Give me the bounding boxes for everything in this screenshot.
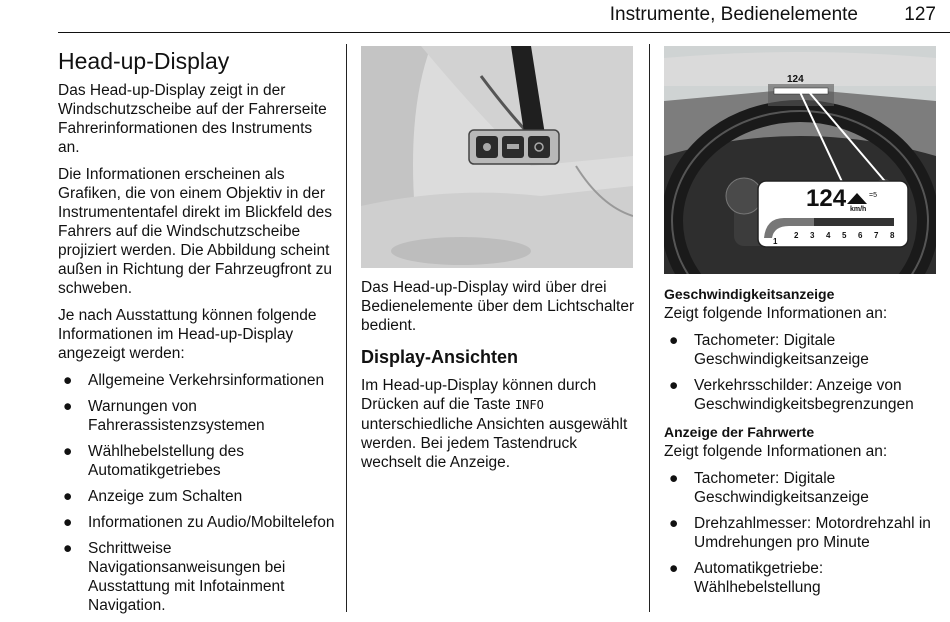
list-item: ● Warnungen von Fahrerassistenzsystemen (63, 398, 265, 434)
bullet-icon: ● (63, 488, 73, 505)
hud-gear-3: 3 (810, 231, 815, 240)
section-title: Instrumente, Bedienelemente (609, 4, 858, 25)
bullet-icon: ● (63, 443, 73, 460)
list-item: ● Allgemeine Verkehrsinformationen (63, 372, 325, 389)
hud-gear-2: 2 (794, 231, 799, 240)
page-number: 127 (904, 4, 936, 25)
list-item: ● Tachometer: Digitale Geschwindigkeitsanzeige (669, 470, 869, 506)
steering-switch-image (361, 46, 633, 268)
column-divider-1 (346, 44, 347, 612)
bullet-icon: ● (669, 560, 679, 577)
bullet-icon: ● (63, 372, 73, 389)
hud-unit: km/h (850, 206, 867, 213)
info-key-label: INFO (514, 398, 544, 412)
bullet-icon: ● (669, 470, 679, 487)
bullet-icon: ● (63, 398, 73, 415)
list-item: ● Drehzahlmesser: Motordrehzahl in Umdrehungen pro Minute (669, 515, 931, 551)
driving-values-intro: Zeigt folgende Informationen an: (664, 443, 888, 460)
hud-windshield-image (664, 46, 936, 274)
bullet-icon: ● (669, 332, 679, 349)
column-1 (58, 48, 336, 622)
speed-display-heading: Geschwindigkeitsanzeige (664, 286, 835, 302)
display-views-paragraph: Im Head-up-Display können durch Drücken auf die Taste INFO unterschiedliche Ansichten ausgewählt werden. Bei jedem Tastendruck wechselt die Anzeige. (361, 377, 628, 471)
bullet-icon: ● (669, 377, 679, 394)
hud-limit: =5 (869, 192, 877, 199)
header-rule (58, 32, 950, 33)
speed-display-intro: Zeigt folgende Informationen an: (664, 305, 888, 322)
hud-illustration (664, 46, 936, 274)
list-item: ● Wählhebelstellung des Automatikgetriebes (63, 443, 244, 479)
controls-caption: Das Head-up-Display wird über drei Bedienelemente über dem Lichtschalter bedient. (361, 279, 635, 334)
list-item: ● Tachometer: Digitale Geschwindigkeitsanzeige (669, 332, 869, 368)
hud-gear-6: 6 (858, 231, 863, 240)
control-panel-illustration (361, 46, 633, 268)
bullet-icon: ● (669, 515, 679, 532)
hud-gear-1: 1 (773, 237, 778, 246)
page-header (0, 0, 950, 36)
column-3 (664, 286, 940, 604)
intro-paragraph: Das Head-up-Display zeigt in der Windschutzscheibe auf der Fahrerseite Fahrerinformationen des Instruments an. (58, 82, 327, 156)
hud-gear-8: 8 (890, 231, 895, 240)
bullet-icon: ● (63, 540, 73, 557)
list-item: ● Informationen zu Audio/Mobiltelefon (63, 514, 335, 531)
description-paragraph: Die Informationen erscheinen als Grafiken, die von einem Objektiv in der Instrumententafel direkt im Blickfeld des Fahrers auf die Windschutzscheibe projiziert werden. Die Abbildung scheint außen in Richtung der Fahrzeugfront zu schweben. (58, 166, 332, 297)
hud-gear-7: 7 (874, 231, 879, 240)
hud-small-speed: 124 (787, 74, 804, 85)
driving-values-list (664, 469, 940, 597)
column-2 (361, 278, 637, 480)
display-views-heading: Display-Ansichten (361, 347, 519, 367)
options-paragraph: Je nach Ausstattung können folgende Informationen im Head-up-Display angezeigt werden: (58, 307, 317, 362)
column-divider-2 (649, 44, 650, 612)
info-list (58, 371, 336, 615)
hud-gear-5: 5 (842, 231, 847, 240)
list-item: ● Anzeige zum Schalten (63, 488, 243, 505)
hud-large-speed: 124 (806, 185, 847, 212)
page-title: Head-up-Display (58, 48, 230, 74)
list-item: ● Verkehrsschilder: Anzeige von Geschwindigkeitsbegrenzungen (669, 377, 914, 413)
speed-display-list (664, 331, 940, 414)
bullet-icon: ● (63, 514, 73, 531)
hud-gear-4: 4 (826, 231, 831, 240)
list-item: ● Automatikgetriebe: Wählhebelstellung (669, 560, 824, 596)
list-item: ● Schrittweise Navigationsanweisungen bei Ausstattung mit Infotainment Navigation. (63, 540, 286, 614)
driving-values-heading: Anzeige der Fahrwerte (664, 424, 815, 440)
